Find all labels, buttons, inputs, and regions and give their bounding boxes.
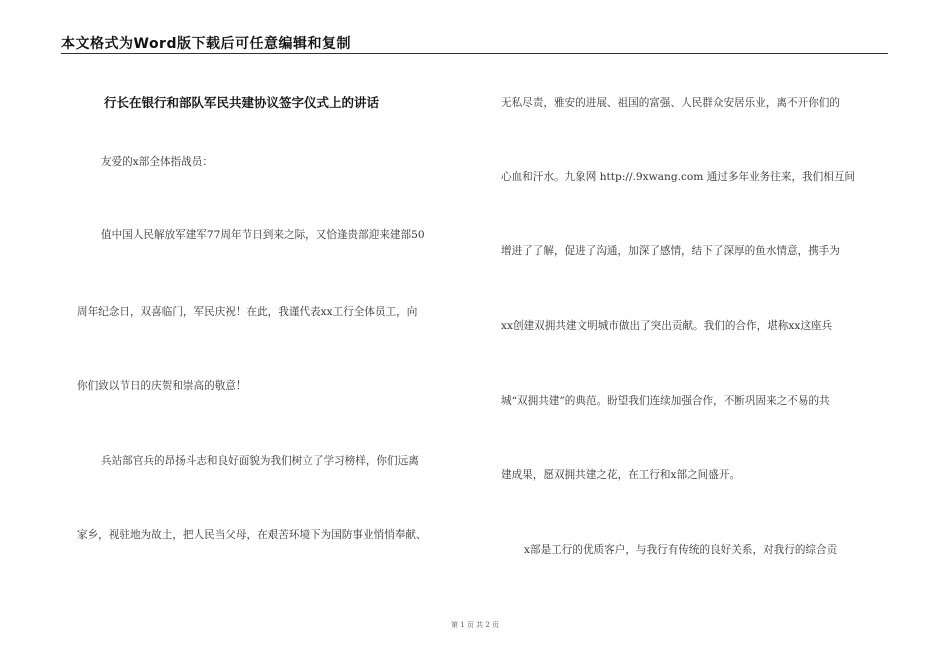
header-divider: [61, 53, 888, 54]
document-title: 行长在银行和部队军民共建协议签字仪式上的讲话: [104, 95, 380, 110]
text-line: 值中国人民解放军建军77周年节日到来之际，又恰逢贵部迎来建部50: [101, 229, 425, 241]
text-line: 增进了了解，促进了沟通，加深了感情，结下了深厚的鱼水情意，携手为: [501, 245, 840, 257]
text-line: xx创建双拥共建文明城市做出了突出贡献。我们的合作，堪称xx这座兵: [501, 320, 833, 332]
page-number-footer: 第 1 页 共 2 页: [450, 621, 500, 629]
text-line: 无私尽责，雅安的进展、祖国的富强、人民群众安居乐业，离不开你们的: [501, 97, 840, 109]
text-line: 兵站部官兵的昂扬斗志和良好面貌为我们树立了学习榜样，你们远离: [101, 455, 419, 467]
text-line: 家乡，视驻地为故土，把人民当父母，在艰苦环境下为国防事业悄悄奉献、: [77, 529, 427, 541]
text-line: 友爱的x部全体指战员：: [101, 156, 213, 168]
page-header: 本文格式为Word版下载后可任意编辑和复制: [61, 36, 351, 52]
text-line: 心血和汗水。九象网 http://.9xwang.com 通过多年业务往来，我们相互间: [501, 171, 856, 183]
text-line: x部是工行的优质客户，与我行有传统的良好关系，对我行的综合贡: [524, 544, 838, 556]
text-line: 城“双拥共建”的典范。盼望我们连续加强合作，不断巩固来之不易的共: [501, 395, 830, 407]
text-line: 建成果，愿双拥共建之花，在工行和x部之间盛开。: [501, 469, 741, 481]
text-line: 周年纪念日，双喜临门，军民庆祝！在此，我谨代表xx工行全体员工，向: [77, 306, 418, 318]
text-line: 你们致以节日的庆贺和崇高的敬意！: [77, 380, 247, 392]
